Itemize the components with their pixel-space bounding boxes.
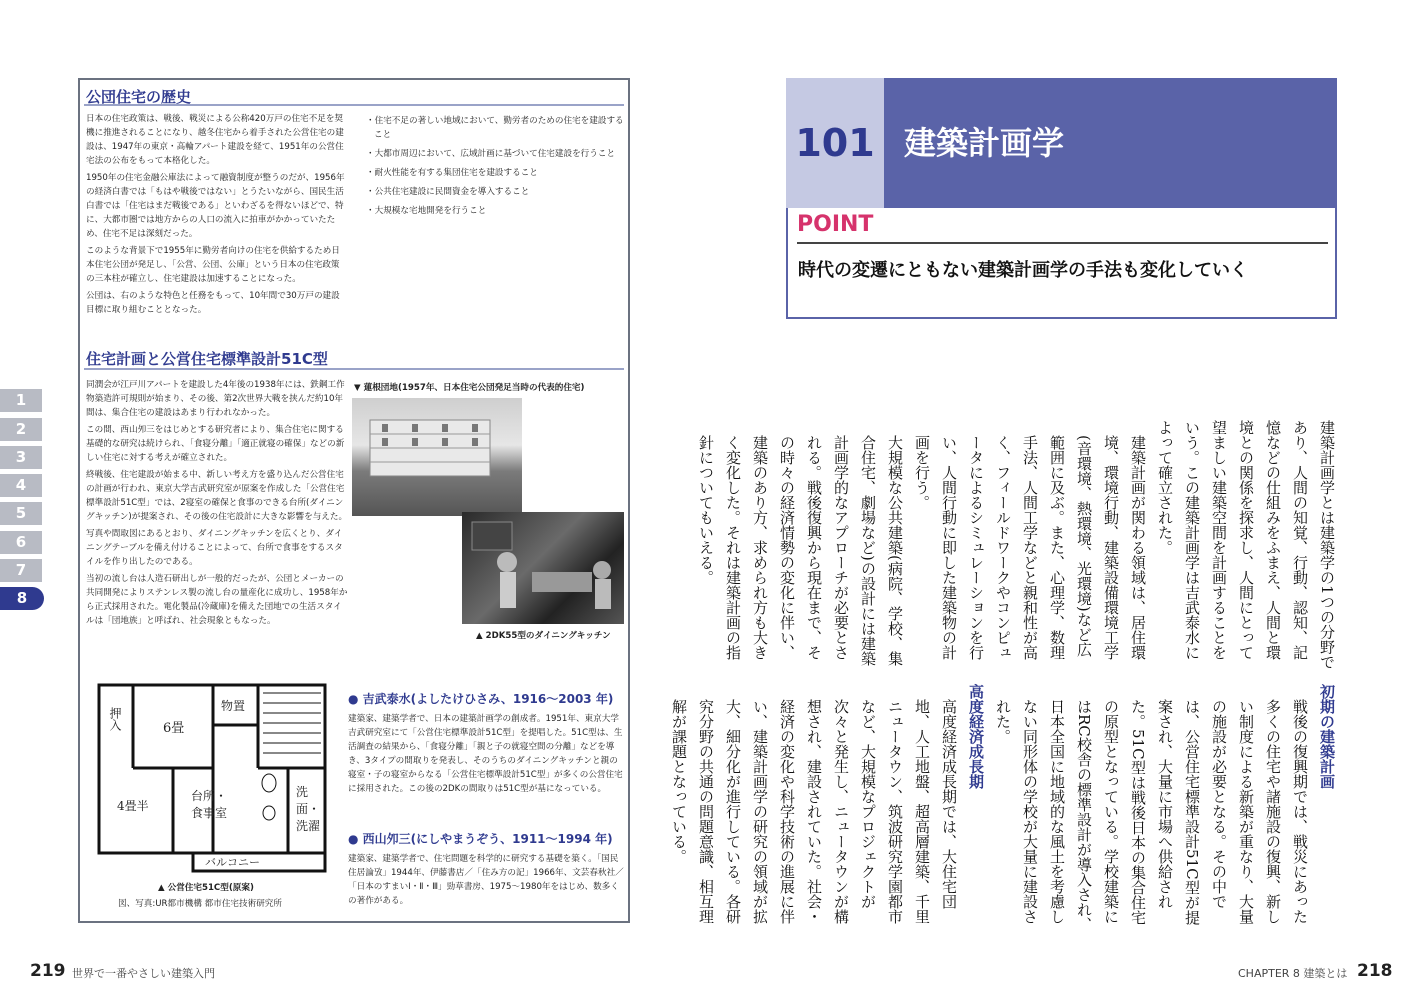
section-divider [84, 368, 624, 370]
plan-label-monooki: 物置 [221, 699, 246, 713]
book-title: 世界で一番やさしい建築入門 [72, 967, 215, 980]
body-paragraph: 高度経済成長期では、大住宅団地、人工地盤、超高層建築、千里ニュータウン、筑波研究学園都市など、大規模なプロジェクトが次々と発生し、ニュータウンが構想され、建設されていた。社会・経済の変化や科学技術の進展に伴い、建築計画学の研究の領域が拡大、細分化が進行している。各研究分野の共通の問題意識、相互理解が課題となっている。 [670, 699, 958, 924]
chapter-tab-3[interactable]: 3 [0, 446, 42, 469]
history-text [86, 112, 346, 320]
photo-caption-kitchen: ▲ 2DK55型のダイニングキッチン [476, 631, 611, 641]
floor-plan-51c [93, 673, 338, 875]
housing-plan-text [86, 378, 348, 631]
section-divider [84, 104, 624, 106]
section-title: 建築計画学 [904, 124, 1065, 162]
chapter-tab-8[interactable]: 8 [0, 587, 44, 610]
hasune-danchi-photo [352, 398, 522, 516]
list-item: ・耐火性能を有する集団住宅を建設すること [366, 168, 538, 178]
subheading-growth: 高度経済成長期 [967, 684, 985, 789]
housing-paragraph: 写真や間取図にあるとおり、ダイニングキッチンを広くとり、ダイニングテーブルを備え付けることによって、台所で食事をするスタイルを作り出したのである。 [86, 529, 343, 567]
chapter-tab-4[interactable]: 4 [0, 474, 42, 497]
kitchen-illustration [462, 512, 624, 624]
body-paragraph: 大規模な公共建築(病院、学校、集合住宅、劇場など)の設計には建築計画学的なアプローチが必要とされる。戦後復興から現在まで、その時々の経済情勢の変化に伴い、建築のあり方、求められ方も大きく変化した。それは建築計画の指針についてもいえる。 [697, 435, 904, 666]
chapter-tab-6[interactable]: 6 [0, 531, 42, 554]
plan-label-balcony: バルコニー [205, 856, 260, 869]
plan-credit: 図、写真:UR都市機構 都市住宅技術研究所 [118, 899, 282, 909]
body-paragraph: 戦後の復興期では、戦災にあった多くの住宅や諸施設の復興、新しい制度による新築が重なり、大量の施設が必要となる。その中では、公営住宅標準設計51C型が提案され、大量に市場へ供給された。51C型は戦後日本の集合住宅の原型となっている。学校建築にはRC校舎の標準設計が導入され、日本全国に地域的な風土を考慮しない同形体の学校が大量に建設された。 [994, 699, 1309, 932]
list-item: ・大規模な宅地開発を行うこと [366, 206, 487, 216]
history-paragraph: 1950年の住宅金融公庫法によって融資制度が整うのだが、1956年の経済白書では「もはや戦後ではない」とうたいながら、国民生活白書では「住宅はまだ戦後である」といわざるを得ないほどで、特に、大都市圏では地方からの人口の流入に拍車がかかっていたため、住宅不足は深刻だった。 [86, 173, 345, 239]
body-text-lower [670, 684, 1340, 934]
bio-name-yoshitake: ● 吉武泰水(よしたけひさみ、1916〜2003 年) [348, 692, 614, 706]
history-paragraph: 日本の住宅政策は、戦後、戦災による公称420万戸の住宅不足を契機に推進されることになり、越冬住宅から着手された公営住宅の建設は、1947年の東京・高輪アパート建設を経て、1951年の公営住宅法の公布をもって本格化した。 [86, 114, 344, 166]
section-title-51c: 住宅計画と公営住宅標準設計51C型 [86, 350, 328, 368]
plan-label-oshiire: 押入 [108, 707, 122, 731]
bio-text: 建築家、建築学者で、住宅問題を科学的に研究する基礎を築く。「国民住居論攷」1944年、伊藤書店／「住み方の記」1966年、文芸春秋社／「日本のすまいⅠ・Ⅱ・Ⅲ」勁草書房、1975〜1980年をはじめ、数多くの著作がある。 [348, 854, 624, 906]
point-label: POINT [797, 212, 874, 237]
plan-label-kitchen: 台所・ 食事室 [191, 789, 228, 820]
apartment-building-illustration [352, 398, 522, 516]
chapter-tab-2[interactable]: 2 [0, 418, 42, 441]
body-paragraph: 建築計画が関わる領域は、居住環境、環境行動、建築設備環境工学(音環境、熱環境、光環境)など広範囲に及ぶ。また、心理学、数理手法、人間工学などと親和性が高く、フィールドワークやコンピュータによるシミュレーションを行い、人間行動に即した建築物の計画を行う。 [913, 435, 1147, 660]
chapter-tab-1[interactable]: 1 [0, 389, 42, 412]
point-summary: 時代の変遷にともない建築計画学の手法も変化していく [798, 260, 1248, 281]
page-number-right: 218 [1357, 961, 1393, 981]
bio-name-nishiyama: ● 西山夘三(にしやまうぞう、1911〜1994 年) [348, 832, 613, 846]
plan-label-wash: 洗面・ 洗濯 [296, 785, 321, 833]
bio-text: 建築家、建築学者で、日本の建築計画学の創成者。1951年、東京大学吉武研究室にて「公営住宅標準設計51C型」を提唱した。51C型は、生活調査の結果から、「食寝分離」「親と子の就寝空間の分離」などを導き、3タイプの間取りを発表し、そのうちのダイニングキッチンと親の寝室・子の寝室からなる「公営住宅標準設計51C型」が多くの公営住宅に採用された。この後の2DKの間取りは51C型が基になっている。 [348, 714, 623, 794]
bio-yoshitake [348, 712, 624, 799]
housing-paragraph: 同潤会が江戸川アパートを建設した4年後の1938年には、鉄鋼工作物築造許可規則が始まり、その後、第2次世界大戦を挟んだ約10年間は、集合住宅の建設はあまり行われなかった。 [86, 380, 345, 418]
housing-paragraph: 終戦後、住宅建設が始まる中、新しい考え方を盛り込んだ公営住宅の計画が行われ、東京大学吉武研究室が原案を作成した「公営住宅標準設計51C型」では、2寝室の確保と食事のできる台所(ダイニングキッチン)が提案され、その後の住宅設計に大きな影響を与えた。 [86, 470, 348, 522]
chapter-tab-5[interactable]: 5 [0, 502, 42, 525]
section-title-history: 公団住宅の歴史 [86, 88, 192, 106]
housing-paragraph: この間、西山夘三をはじめとする研究者により、集合住宅に関する基礎的な研究は続けられ、「食寝分離」「適正就寝の確保」などの新しい住宅に対する考えが確立された。 [86, 425, 345, 463]
page-number-left: 219 [30, 961, 66, 981]
plan-label-6jo: 6畳 [163, 721, 185, 736]
dining-kitchen-photo [462, 512, 624, 624]
floor-plan-drawing [93, 673, 338, 875]
plan-label-4jo: 4畳半 [117, 799, 149, 813]
history-paragraph: 公団は、右のような特色と任務をもって、10年間で30万戸の建設目標に取り組むこととなった。 [86, 291, 340, 315]
point-divider [797, 242, 1328, 244]
body-paragraph: 建築計画学とは建築学の1つの分野であり、人間の知覚、行動、認知、記憶などの仕組みをふまえ、人間と環境との関係を探求し、人間にとって望ましい建築空間を計画することをいう。この建築計画学は吉武泰水によって確立された。 [1156, 420, 1336, 670]
list-item: ・公共住宅建設に民間資金を導入すること [366, 187, 530, 197]
history-paragraph: このような背景下で1955年に勤労者向けの住宅を供給するため日本住宅公団が発足し、「公営、公団、公庫」という日本の住宅政策の三本柱が確立し、住宅建設は加速することになった。 [86, 246, 340, 284]
housing-paragraph: 当初の流し台は人造石研出しが一般的だったが、公団とメーカーの共同開発によりステンレス製の流し台の量産化に成功し、1958年から正式採用された。電化製品(冷蔵庫)を備えた団地での生活スタイルは「団地族」と呼ばれ、社会現象ともなった。 [86, 574, 348, 626]
chapter-footer: CHAPTER 8 建築とは [1238, 967, 1348, 980]
chapter-tab-7[interactable]: 7 [0, 559, 42, 582]
body-text-upper [697, 420, 1340, 670]
list-item: ・大都市周辺において、広域計画に基づいて住宅建設を行うこと [366, 149, 616, 159]
section-number: 101 [786, 78, 884, 208]
plan-caption: ▲ 公営住宅51C型(原案) [158, 883, 254, 893]
mission-list [366, 114, 624, 223]
list-item: ・住宅不足の著しい地域において、勤労者のための住宅を建設すること [366, 116, 624, 140]
subheading-early: 初期の建築計画 [1318, 684, 1336, 789]
bio-nishiyama [348, 852, 624, 911]
photo-caption-hasune: ▼ 蓮根団地(1957年、日本住宅公団発足当時の代表的住宅) [354, 383, 585, 393]
